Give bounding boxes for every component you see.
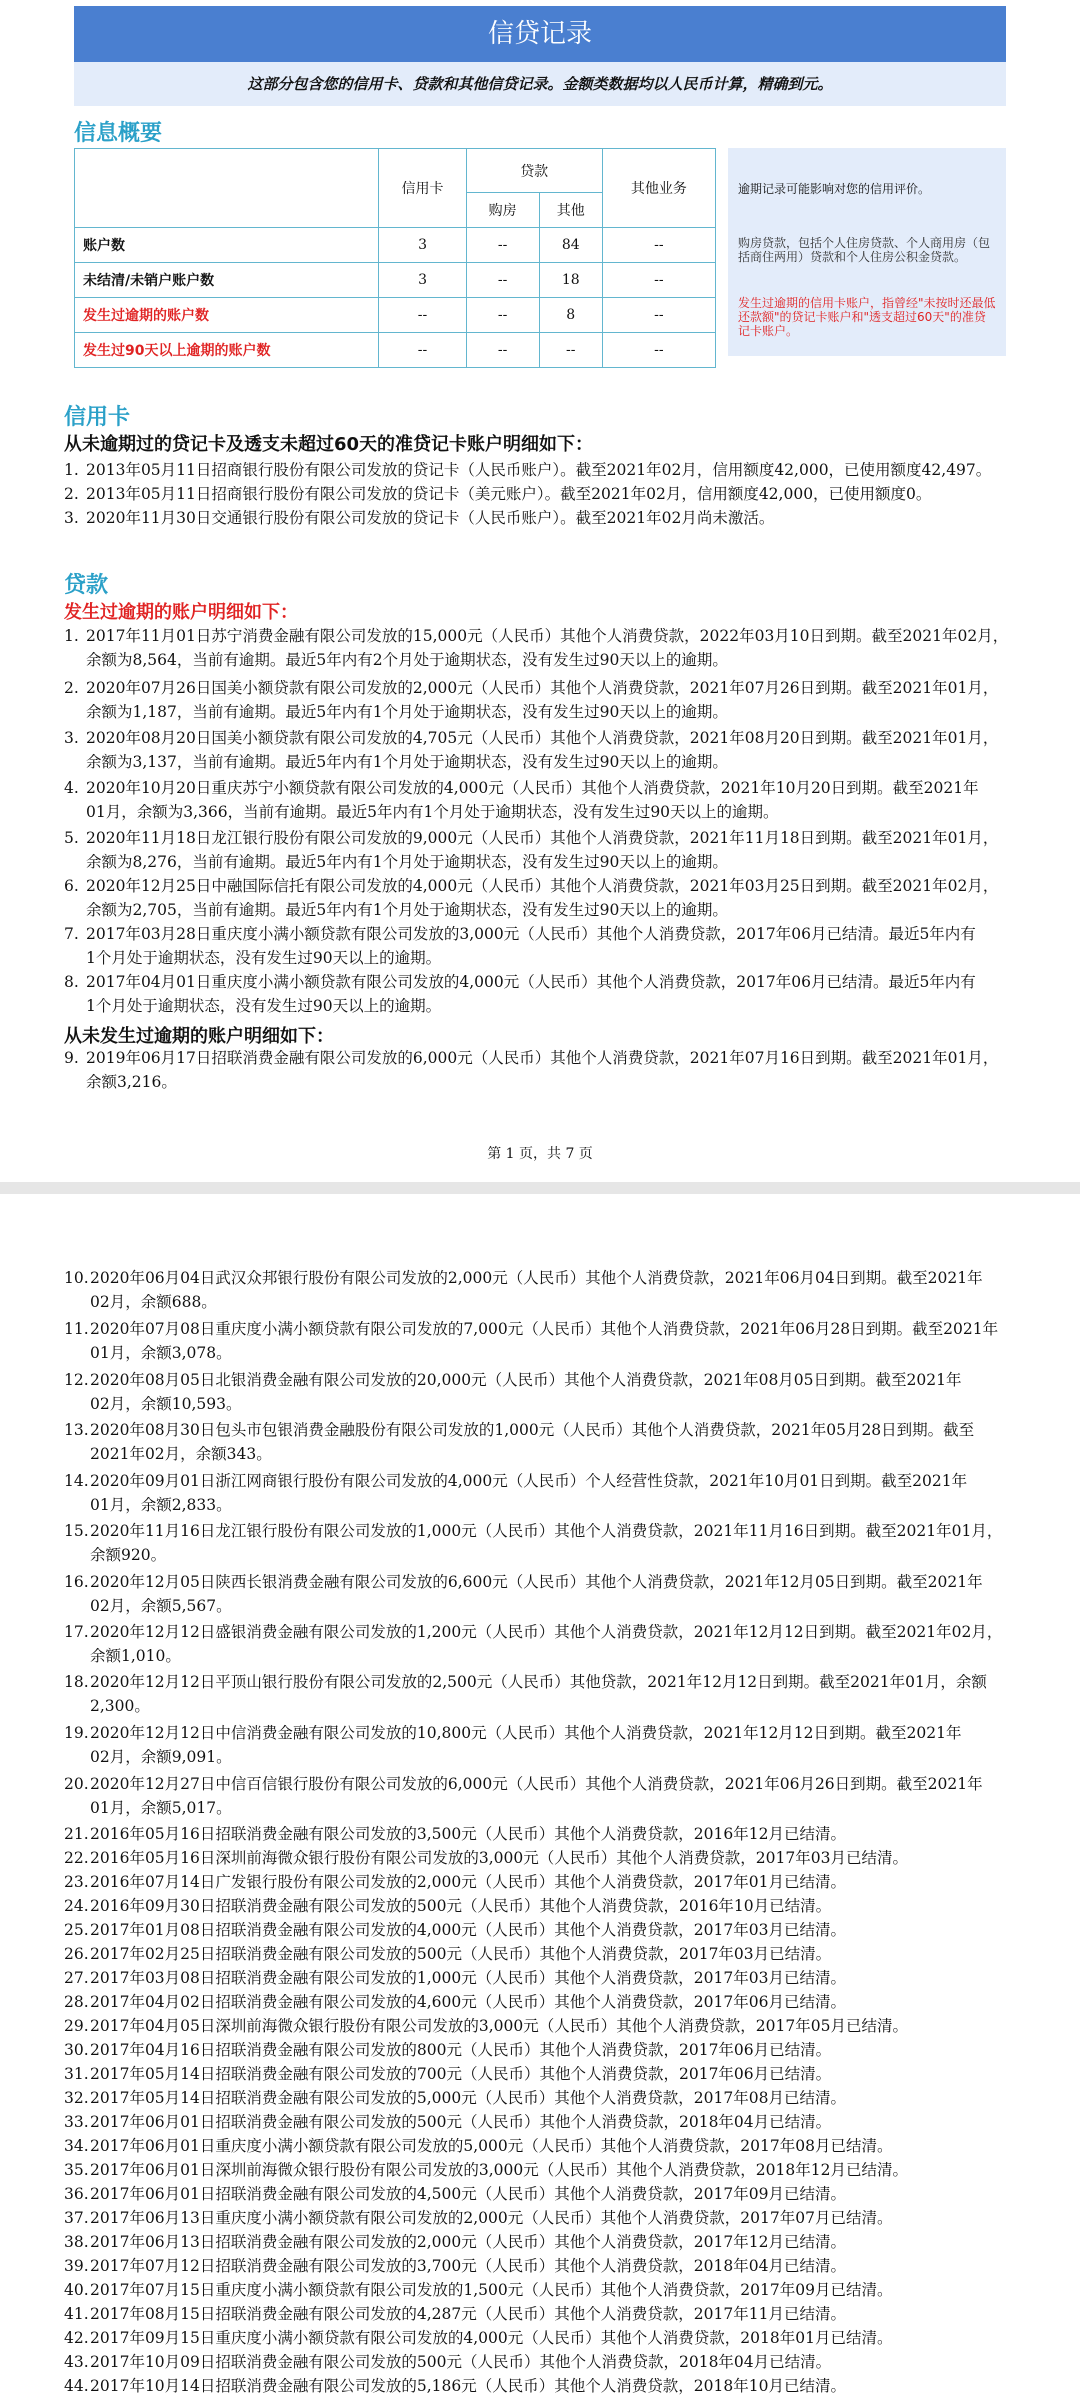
list-item-text: 2017年10月14日招联消费金融有限公司发放的5,186元（人民币）其他个人消费贷款，2018年10月已结清。 — [90, 2377, 846, 2395]
list-item — [64, 2230, 1014, 2254]
cell: 8 — [539, 298, 602, 333]
list-item — [64, 1966, 1014, 1990]
page-divider — [0, 1182, 1080, 1194]
list-item — [64, 2206, 1014, 2230]
list-item — [64, 1846, 1014, 1870]
list-item-number: 20. — [64, 1775, 89, 1793]
list-item-text: 2020年12月05日陕西长银消费金融有限公司发放的6,600元（人民币）其他个人消费贷款，2021年12月05日到期。截至2021年 — [90, 1573, 983, 1591]
cell: -- — [466, 333, 539, 368]
list-item — [64, 2062, 1014, 2086]
list-item-number: 22. — [64, 1849, 89, 1867]
list-item-text: 2016年09月30日招联消费金融有限公司发放的500元（人民币）其他个人消费贷款，2016年10月已结清。 — [90, 1897, 832, 1915]
list-item — [64, 1519, 1014, 1567]
table-row — [75, 228, 716, 263]
list-item-continuation: 2021年02月，余额343。 — [90, 1445, 272, 1463]
list-item-text: 2017年10月09日招联消费金融有限公司发放的500元（人民币）其他个人消费贷款，2018年04月已结清。 — [90, 2353, 832, 2371]
list-item-text: 2016年05月16日招联消费金融有限公司发放的3,500元（人民币）其他个人消费贷款，2016年12月已结清。 — [90, 1825, 846, 1843]
list-item: 4. 2020年10月20日重庆苏宁小额贷款有限公司发放的4,000元（人民币）其他个人消费贷款，2021年10月20日到期。截至2021年 01月，余额为3,366，当前有逾期。最近5年内有1个月处于逾期状态，没有发生过90天以上的逾期。 — [64, 779, 979, 821]
list-item — [64, 2014, 1014, 2038]
note-overdue-card: 发生过逾期的信用卡账户，指曾经"未按时还最低还款额"的贷记卡账户和"透支超过60天"的准贷记卡账户。 — [738, 296, 996, 338]
col-loan: 贷款 — [466, 149, 602, 193]
list-item-continuation: 01月，余额2,833。 — [90, 1496, 232, 1514]
cell: -- — [379, 298, 466, 333]
list-item-continuation: 02月，余额10,593。 — [90, 1395, 242, 1413]
page-number: 第 1 页，共 7 页 — [487, 1146, 593, 1162]
list-item-number: 42. — [64, 2329, 89, 2347]
list-item — [64, 2038, 1014, 2062]
list-item-text: 2017年04月02日招联消费金融有限公司发放的4,600元（人民币）其他个人消费贷款，2017年06月已结清。 — [90, 1993, 846, 2011]
cell: -- — [539, 333, 602, 368]
report-page-1 — [0, 0, 1080, 1180]
list-item-number: 29. — [64, 2017, 89, 2035]
list-item-number: 33. — [64, 2113, 89, 2131]
list-item-continuation: 02月，余额5,567。 — [90, 1597, 232, 1615]
list-item-text: 2020年12月12日盛银消费金融有限公司发放的1,200元（人民币）其他个人消费贷款，2021年12月12日到期。截至2021年02月， — [90, 1623, 1003, 1641]
col-credit-card: 信用卡 — [379, 149, 466, 228]
list-item-number: 30. — [64, 2041, 89, 2059]
list-item-text: 2017年06月13日招联消费金融有限公司发放的2,000元（人民币）其他个人消费贷款，2017年12月已结清。 — [90, 2233, 846, 2251]
list-item-number: 12. — [64, 1371, 89, 1389]
list-item-number: 40. — [64, 2281, 89, 2299]
list-item-continuation: 余额920。 — [90, 1546, 167, 1564]
list-item-text: 2017年08月15日招联消费金融有限公司发放的4,287元（人民币）其他个人消费贷款，2017年11月已结清。 — [90, 2305, 846, 2323]
cell: -- — [602, 228, 715, 263]
list-item-continuation: 02月，余额688。 — [90, 1293, 217, 1311]
loan-title: 贷款 — [64, 573, 109, 598]
note-house-loan: 购房贷款，包括个人住房贷款、个人商用房（包括商住两用）贷款和个人住房公积金贷款。 — [738, 236, 991, 264]
list-item-number: 17. — [64, 1623, 89, 1641]
cell: -- — [602, 263, 715, 298]
loan-overdue-subhead: 发生过逾期的账户明细如下： — [64, 602, 298, 623]
list-item-number: 15. — [64, 1522, 89, 1540]
cell: 3 — [379, 263, 466, 298]
list-item-number: 43. — [64, 2353, 89, 2371]
section-header-title: 信贷记录 — [74, 6, 1006, 62]
loan-normal-subhead: 从未发生过逾期的账户明细如下： — [64, 1026, 334, 1047]
list-item-text: 2017年07月12日招联消费金融有限公司发放的3,700元（人民币）其他个人消费贷款，2018年04月已结清。 — [90, 2257, 846, 2275]
list-item-text: 2017年05月14日招联消费金融有限公司发放的5,000元（人民币）其他个人消费贷款，2017年08月已结清。 — [90, 2089, 846, 2107]
list-item: 2. 2020年07月26日国美小额贷款有限公司发放的2,000元（人民币）其他个人消费贷款，2021年07月26日到期。截至2021年01月， 余额为1,187，当前有逾期。最近5年内有1个月处于逾期状态，没有发生过90天以上的逾期。 — [64, 679, 999, 721]
list-item-continuation: 02月，余额9,091。 — [90, 1748, 232, 1766]
list-item-text: 2017年03月08日招联消费金融有限公司发放的1,000元（人民币）其他个人消费贷款，2017年03月已结清。 — [90, 1969, 846, 1987]
list-item: 3. 2020年11月30日交通银行股份有限公司发放的贷记卡（人民币账户）。截至2021年02月尚未激活。 — [64, 509, 775, 527]
list-item — [64, 2254, 1014, 2278]
list-item: 8. 2017年04月01日重庆度小满小额贷款有限公司发放的4,000元（人民币）其他个人消费贷款，2017年06月已结清。最近5年内有 1个月处于逾期状态，没有发生过90天以上的逾期。 — [64, 973, 976, 1015]
list-item-text: 2017年04月16日招联消费金融有限公司发放的800元（人民币）其他个人消费贷款，2017年06月已结清。 — [90, 2041, 832, 2059]
list-item — [64, 1368, 1014, 1416]
list-item — [64, 2182, 1014, 2206]
col-other-business: 其他业务 — [602, 149, 715, 228]
row-label: 发生过90天以上逾期的账户数 — [75, 333, 379, 368]
list-item-number: 39. — [64, 2257, 89, 2275]
list-item-number: 10. — [64, 1269, 89, 1287]
list-item — [64, 1990, 1014, 2014]
list-item: 3. 2020年08月20日国美小额贷款有限公司发放的4,705元（人民币）其他个人消费贷款，2021年08月20日到期。截至2021年01月， 余额为3,137，当前有逾期。最近5年内有1个月处于逾期状态，没有发生过90天以上的逾期。 — [64, 729, 999, 771]
list-item-number: 24. — [64, 1897, 89, 1915]
overview-table — [74, 148, 716, 368]
list-item-number: 11. — [64, 1320, 89, 1338]
cell: -- — [466, 263, 539, 298]
report-page-2 — [0, 1194, 1080, 2400]
list-item — [64, 1317, 1014, 1365]
list-item-text: 2017年07月15日重庆度小满小额贷款有限公司发放的1,500元（人民币）其他个人消费贷款，2017年09月已结清。 — [90, 2281, 893, 2299]
list-item — [64, 1918, 1014, 1942]
list-item — [64, 1469, 1014, 1517]
list-item-text: 2020年12月27日中信百信银行股份有限公司发放的6,000元（人民币）其他个人消费贷款，2021年06月26日到期。截至2021年 — [90, 1775, 983, 1793]
overview-title: 信息概要 — [74, 121, 163, 146]
list-item-text: 2017年04月05日深圳前海微众银行股份有限公司发放的3,000元（人民币）其他个人消费贷款，2017年05月已结清。 — [90, 2017, 908, 2035]
list-item-continuation: 2,300。 — [90, 1697, 150, 1715]
cell: 3 — [379, 228, 466, 263]
list-item — [64, 2134, 1014, 2158]
list-item — [64, 2374, 1014, 2398]
list-item — [64, 1418, 1014, 1466]
list-item — [64, 1570, 1014, 1618]
list-item-text: 2020年12月12日平顶山银行股份有限公司发放的2,500元（人民币）其他贷款，2021年12月12日到期。截至2021年01月，余额 — [90, 1673, 987, 1691]
table-row — [75, 263, 716, 298]
list-item-number: 16. — [64, 1573, 89, 1591]
list-item-text: 2020年12月12日中信消费金融有限公司发放的10,800元（人民币）其他个人消费贷款，2021年12月12日到期。截至2021年 — [90, 1724, 962, 1742]
list-item-text: 2016年05月16日深圳前海微众银行股份有限公司发放的3,000元（人民币）其他个人消费贷款，2017年03月已结清。 — [90, 1849, 908, 1867]
list-item-number: 44. — [64, 2377, 89, 2395]
cell: -- — [602, 298, 715, 333]
list-item-number: 31. — [64, 2065, 89, 2083]
cell: -- — [466, 228, 539, 263]
list-item — [64, 1870, 1014, 1894]
list-item-number: 19. — [64, 1724, 89, 1742]
list-item — [64, 2278, 1014, 2302]
section-header-subtitle: 这部分包含您的信用卡、贷款和其他信贷记录。金额类数据均以人民币计算，精确到元。 — [74, 62, 1006, 106]
list-item-text: 2017年06月01日招联消费金融有限公司发放的4,500元（人民币）其他个人消费贷款，2017年09月已结清。 — [90, 2185, 846, 2203]
list-item: 7. 2017年03月28日重庆度小满小额贷款有限公司发放的3,000元（人民币）其他个人消费贷款，2017年06月已结清。最近5年内有 1个月处于逾期状态，没有发生过90天以上的逾期。 — [64, 925, 976, 967]
list-item-number: 28. — [64, 1993, 89, 2011]
list-item-number: 14. — [64, 1472, 89, 1490]
list-item-number: 36. — [64, 2185, 89, 2203]
list-item — [64, 1894, 1014, 1918]
list-item-number: 32. — [64, 2089, 89, 2107]
list-item — [64, 2086, 1014, 2110]
list-item: 5. 2020年11月18日龙江银行股份有限公司发放的9,000元（人民币）其他个人消费贷款，2021年11月18日到期。截至2021年01月， 余额为8,276，当前有逾期。最近5年内有1个月处于逾期状态，没有发生过90天以上的逾期。 — [64, 829, 999, 871]
col-loan-other: 其他 — [539, 193, 602, 228]
list-item — [64, 1721, 1014, 1769]
list-item-text: 2017年06月01日深圳前海微众银行股份有限公司发放的3,000元（人民币）其他个人消费贷款，2018年12月已结清。 — [90, 2161, 908, 2179]
list-item — [64, 2158, 1014, 2182]
list-item-text: 2020年11月16日龙江银行股份有限公司发放的1,000元（人民币）其他个人消费贷款，2021年11月16日到期。截至2021年01月， — [90, 1522, 1003, 1540]
row-label: 未结清/未销户账户数 — [75, 263, 379, 298]
list-item-continuation: 余额1,010。 — [90, 1647, 181, 1665]
list-item-continuation: 01月，余额5,017。 — [90, 1799, 232, 1817]
cell: 84 — [539, 228, 602, 263]
list-item — [64, 2302, 1014, 2326]
list-item: 9. 2019年06月17日招联消费金融有限公司发放的6,000元（人民币）其他个人消费贷款，2021年07月16日到期。截至2021年01月， 余额3,216。 — [64, 1049, 999, 1091]
list-item-text: 2020年09月01日浙江网商银行股份有限公司发放的4,000元（人民币）个人经营性贷款，2021年10月01日到期。截至2021年 — [90, 1472, 968, 1490]
list-item-number: 38. — [64, 2233, 89, 2251]
note-overdue-impact: 逾期记录可能影响对您的信用评价。 — [738, 182, 931, 196]
credit-card-title: 信用卡 — [64, 405, 131, 430]
list-item-continuation: 01月，余额3,078。 — [90, 1344, 232, 1362]
list-item-text: 2020年08月05日北银消费金融有限公司发放的20,000元（人民币）其他个人消费贷款，2021年08月05日到期。截至2021年 — [90, 1371, 962, 1389]
list-item — [64, 2326, 1014, 2350]
list-item-number: 21. — [64, 1825, 89, 1843]
list-item-number: 25. — [64, 1921, 89, 1939]
credit-card-subhead: 从未逾期过的贷记卡及透支未超过60天的准贷记卡账户明细如下： — [64, 434, 594, 455]
list-item-text: 2020年06月04日武汉众邦银行股份有限公司发放的2,000元（人民币）其他个人消费贷款，2021年06月04日到期。截至2021年 — [90, 1269, 983, 1287]
table-row — [75, 333, 716, 368]
list-item-number: 37. — [64, 2209, 89, 2227]
list-item-number: 34. — [64, 2137, 89, 2155]
row-label: 账户数 — [75, 228, 379, 263]
list-item-text: 2017年06月01日重庆度小满小额贷款有限公司发放的5,000元（人民币）其他个人消费贷款，2017年08月已结清。 — [90, 2137, 893, 2155]
list-item — [64, 1822, 1014, 1846]
list-item-number: 27. — [64, 1969, 89, 1987]
col-loan-house: 购房 — [466, 193, 539, 228]
cell: -- — [602, 333, 715, 368]
list-item — [64, 2350, 1014, 2374]
list-item-number: 35. — [64, 2161, 89, 2179]
list-item-text: 2017年06月13日重庆度小满小额贷款有限公司发放的2,000元（人民币）其他个人消费贷款，2017年07月已结清。 — [90, 2209, 893, 2227]
list-item — [64, 1266, 1014, 1314]
list-item-text: 2017年05月14日招联消费金融有限公司发放的700元（人民币）其他个人消费贷款，2017年06月已结清。 — [90, 2065, 832, 2083]
cell: -- — [379, 333, 466, 368]
list-item: 6. 2020年12月25日中融国际信托有限公司发放的4,000元（人民币）其他个人消费贷款，2021年03月25日到期。截至2021年02月， 余额为2,705，当前有逾期。最近5年内有1个月处于逾期状态，没有发生过90天以上的逾期。 — [64, 877, 999, 919]
list-item-number: 41. — [64, 2305, 89, 2323]
overview-notes — [728, 148, 1006, 356]
list-item-text: 2017年06月01日招联消费金融有限公司发放的500元（人民币）其他个人消费贷款，2018年04月已结清。 — [90, 2113, 832, 2131]
row-label: 发生过逾期的账户数 — [75, 298, 379, 333]
list-item: 2. 2013年05月11日招商银行股份有限公司发放的贷记卡（美元账户）。截至2021年02月，信用额度42,000，已使用额度0。 — [64, 485, 932, 503]
list-item-text: 2017年09月15日重庆度小满小额贷款有限公司发放的4,000元（人民币）其他个人消费贷款，2018年01月已结清。 — [90, 2329, 893, 2347]
cell: 18 — [539, 263, 602, 298]
list-item-text: 2020年08月30日包头市包银消费金融股份有限公司发放的1,000元（人民币）其他个人消费贷款，2021年05月28日到期。截至 — [90, 1421, 975, 1439]
list-item: 1. 2013年05月11日招商银行股份有限公司发放的贷记卡（人民币账户）。截至2021年02月，信用额度42,000，已使用额度42,497。 — [64, 461, 992, 479]
list-item: 1. 2017年11月01日苏宁消费金融有限公司发放的15,000元（人民币）其他个人消费贷款，2022年03月10日到期。截至2021年02月， 余额为8,564，当前有逾期。最近5年内有2个月处于逾期状态，没有发生过90天以上的逾期。 — [64, 627, 1009, 669]
list-item-text: 2017年01月08日招联消费金融有限公司发放的4,000元（人民币）其他个人消费贷款，2017年03月已结清。 — [90, 1921, 846, 1939]
table-row — [75, 298, 716, 333]
list-item-text: 2016年07月14日广发银行股份有限公司发放的2,000元（人民币）其他个人消费贷款，2017年01月已结清。 — [90, 1873, 846, 1891]
list-item — [64, 1942, 1014, 1966]
list-item — [64, 1772, 1014, 1820]
list-item-number: 23. — [64, 1873, 89, 1891]
list-item — [64, 1620, 1014, 1668]
list-item-text: 2020年07月08日重庆度小满小额贷款有限公司发放的7,000元（人民币）其他个人消费贷款，2021年06月28日到期。截至2021年 — [90, 1320, 999, 1338]
list-item — [64, 1670, 1014, 1718]
list-item-number: 18. — [64, 1673, 89, 1691]
cell: -- — [466, 298, 539, 333]
list-item-number: 13. — [64, 1421, 89, 1439]
list-item-number: 26. — [64, 1945, 89, 1963]
list-item-text: 2017年02月25日招联消费金融有限公司发放的500元（人民币）其他个人消费贷款，2017年03月已结清。 — [90, 1945, 832, 1963]
list-item — [64, 2110, 1014, 2134]
table-corner — [75, 149, 379, 228]
